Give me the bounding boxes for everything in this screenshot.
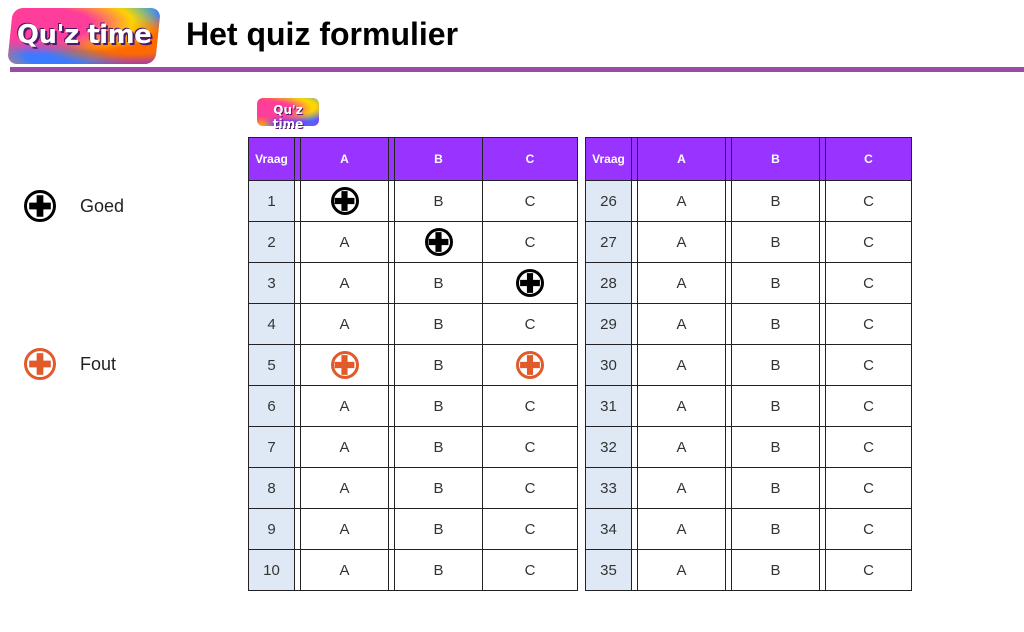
quiz-time-logo <box>7 8 161 64</box>
answer-b-cell: B <box>395 468 483 509</box>
answer-c-cell: C <box>826 509 912 550</box>
question-number: 31 <box>586 386 632 427</box>
answer-a-cell: A <box>638 550 726 591</box>
answer-c-cell: C <box>483 222 578 263</box>
plus-circle-icon <box>331 351 359 379</box>
legend-goed <box>24 190 124 222</box>
answer-b-cell: B <box>732 427 820 468</box>
answer-a-cell: A <box>638 468 726 509</box>
answer-b-cell: B <box>395 263 483 304</box>
question-number: 29 <box>586 304 632 345</box>
question-number: 10 <box>249 550 295 591</box>
table-row <box>586 468 912 509</box>
table-row <box>249 263 578 304</box>
table-header-row <box>249 138 578 181</box>
answer-a-cell: A <box>638 427 726 468</box>
header-c: C <box>826 138 912 181</box>
answer-a-cell: A <box>301 386 389 427</box>
question-number: 5 <box>249 345 295 386</box>
answer-b-cell: B <box>395 181 483 222</box>
table-row <box>249 181 578 222</box>
answer-c-cell: C <box>483 550 578 591</box>
question-number: 8 <box>249 468 295 509</box>
answer-c-cell: C <box>483 427 578 468</box>
table-row <box>586 509 912 550</box>
question-number: 30 <box>586 345 632 386</box>
answer-b-cell: B <box>732 181 820 222</box>
table-row <box>586 304 912 345</box>
question-number: 6 <box>249 386 295 427</box>
logo-small-text: Qu'z time <box>272 103 304 131</box>
header-vraag: Vraag <box>586 138 632 181</box>
answer-b-cell <box>395 222 483 263</box>
answer-c-cell: C <box>483 386 578 427</box>
table-row <box>586 550 912 591</box>
header-c: C <box>483 138 578 181</box>
answer-a-cell: A <box>301 509 389 550</box>
answer-b-cell: B <box>732 468 820 509</box>
answer-b-cell: B <box>395 345 483 386</box>
legend-goed-label: Goed <box>80 195 125 216</box>
answer-b-cell: B <box>732 386 820 427</box>
question-number: 35 <box>586 550 632 591</box>
answer-c-cell: C <box>826 345 912 386</box>
answer-b-cell: B <box>395 304 483 345</box>
answer-c-cell: C <box>483 181 578 222</box>
answer-b-cell: B <box>732 345 820 386</box>
table-1-body <box>249 181 578 591</box>
answer-a-cell: A <box>301 427 389 468</box>
table-row <box>249 509 578 550</box>
plus-circle-icon <box>516 269 544 297</box>
plus-circle-icon <box>24 190 56 222</box>
question-number: 33 <box>586 468 632 509</box>
table-header-row <box>586 138 912 181</box>
question-number: 34 <box>586 509 632 550</box>
answer-c-cell: C <box>483 304 578 345</box>
answer-a-cell: A <box>301 263 389 304</box>
table-row <box>249 345 578 386</box>
answer-b-cell: B <box>395 427 483 468</box>
quiz-time-logo-small <box>257 98 319 131</box>
header-b: B <box>395 138 483 181</box>
answer-c-cell: C <box>826 304 912 345</box>
answer-a-cell: A <box>638 263 726 304</box>
table-row <box>586 263 912 304</box>
header-a: A <box>301 138 389 181</box>
answer-c-cell: C <box>826 222 912 263</box>
answer-a-cell: A <box>301 304 389 345</box>
question-number: 4 <box>249 304 295 345</box>
table-row <box>586 386 912 427</box>
answer-a-cell <box>301 345 389 386</box>
answer-c-cell: C <box>826 263 912 304</box>
question-number: 3 <box>249 263 295 304</box>
answer-a-cell: A <box>638 345 726 386</box>
question-number: 1 <box>249 181 295 222</box>
answer-b-cell: B <box>732 263 820 304</box>
plus-circle-icon <box>24 348 56 380</box>
answer-a-cell: A <box>638 304 726 345</box>
answer-table-2 <box>585 137 912 591</box>
answer-a-cell: A <box>638 386 726 427</box>
question-number: 32 <box>586 427 632 468</box>
answer-c-cell <box>483 345 578 386</box>
answer-b-cell: B <box>395 509 483 550</box>
table-row <box>249 427 578 468</box>
answer-b-cell: B <box>732 304 820 345</box>
table-row <box>249 550 578 591</box>
answer-a-cell: A <box>638 509 726 550</box>
header-vraag: Vraag <box>249 138 295 181</box>
plus-circle-icon <box>425 228 453 256</box>
legend-fout <box>24 348 116 380</box>
table-row <box>249 468 578 509</box>
question-number: 9 <box>249 509 295 550</box>
answer-a-cell: A <box>638 181 726 222</box>
answer-a-cell: A <box>301 222 389 263</box>
answer-b-cell: B <box>395 386 483 427</box>
answer-c-cell: C <box>826 550 912 591</box>
table-row <box>586 345 912 386</box>
table-2-body <box>586 181 912 591</box>
answer-c-cell: C <box>483 509 578 550</box>
table-row <box>249 386 578 427</box>
answer-c-cell <box>483 263 578 304</box>
answer-c-cell: C <box>826 386 912 427</box>
answer-a-cell: A <box>301 468 389 509</box>
question-number: 27 <box>586 222 632 263</box>
header-b: B <box>732 138 820 181</box>
answer-table-1 <box>248 137 578 591</box>
plus-circle-icon <box>516 351 544 379</box>
legend-fout-label: Fout <box>80 353 117 374</box>
answer-b-cell: B <box>395 550 483 591</box>
question-number: 26 <box>586 181 632 222</box>
answer-b-cell: B <box>732 222 820 263</box>
header-a: A <box>638 138 726 181</box>
answer-a-cell: A <box>301 550 389 591</box>
plus-circle-icon <box>331 187 359 215</box>
answer-c-cell: C <box>826 181 912 222</box>
table-row <box>586 427 912 468</box>
answer-c-cell: C <box>826 468 912 509</box>
table-row <box>249 222 578 263</box>
question-number: 28 <box>586 263 632 304</box>
answer-c-cell: C <box>826 427 912 468</box>
answer-a-cell: A <box>638 222 726 263</box>
table-row <box>586 222 912 263</box>
header-divider <box>10 67 1024 72</box>
page-title: Het quiz formulier <box>186 16 459 52</box>
table-row <box>249 304 578 345</box>
question-number: 2 <box>249 222 295 263</box>
logo-text: Qu'z time <box>16 20 152 50</box>
answer-a-cell <box>301 181 389 222</box>
question-number: 7 <box>249 427 295 468</box>
table-row <box>586 181 912 222</box>
answer-b-cell: B <box>732 509 820 550</box>
answer-b-cell: B <box>732 550 820 591</box>
answer-c-cell: C <box>483 468 578 509</box>
